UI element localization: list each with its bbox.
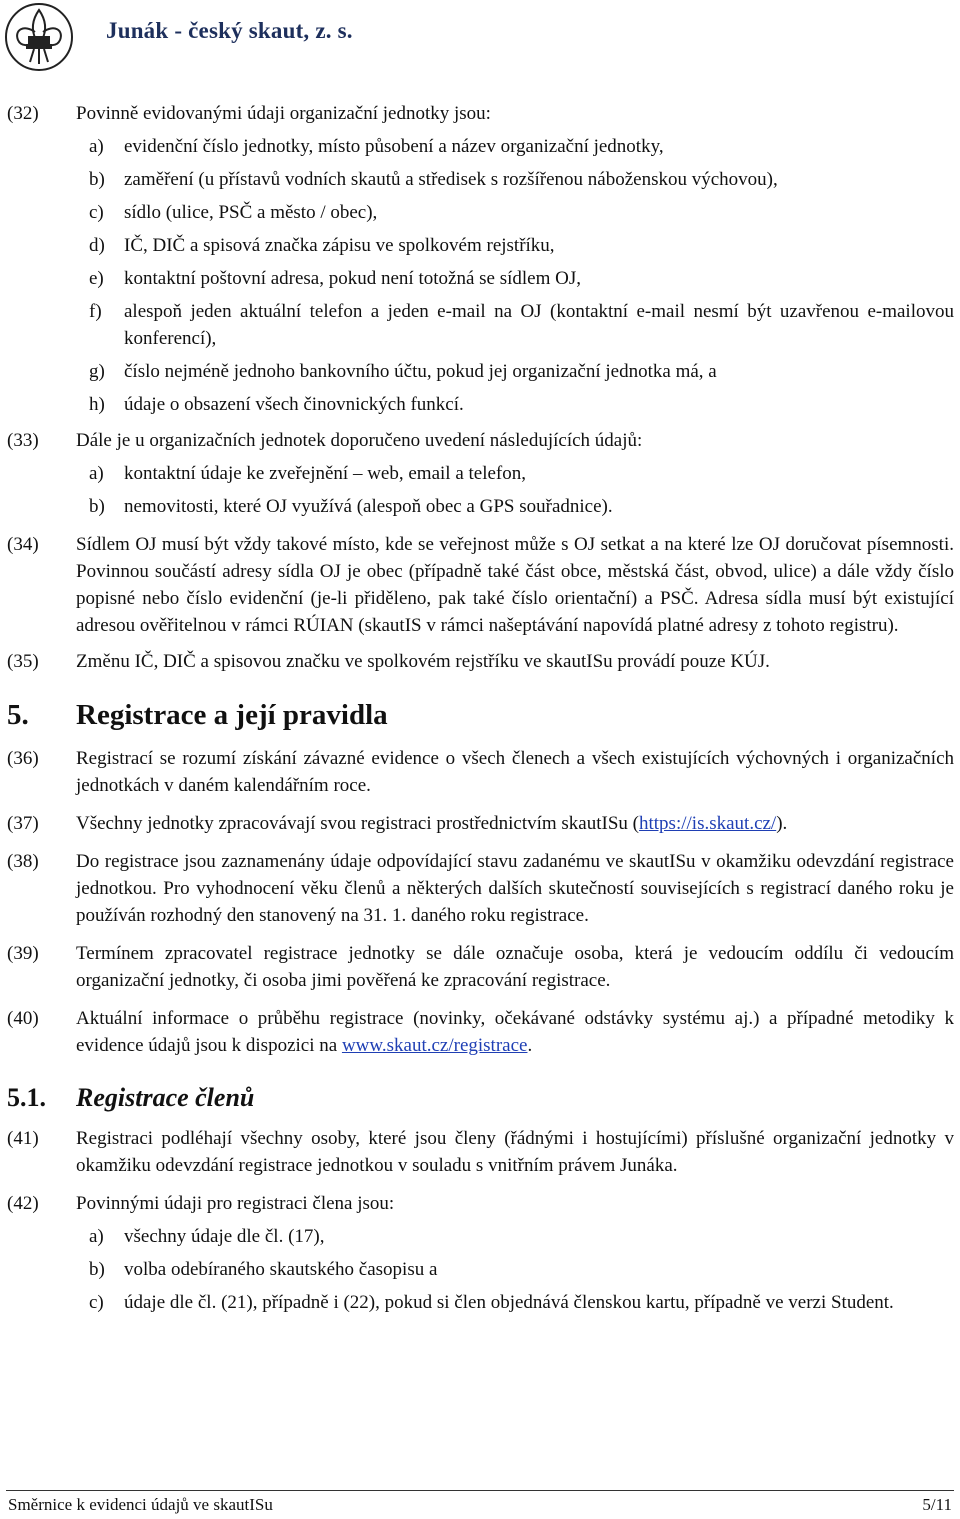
paragraph-text-part: Aktuální informace o průběhu registrace (novinky, očekávané odstávky systému aj.) a případné metodiky k evidence údajů jsou k dispozici na [76, 1008, 954, 1056]
paragraph-number: (37) [7, 813, 39, 834]
list-item [0, 1256, 960, 1283]
list-letter: a) [89, 463, 104, 484]
paragraph-number: (34) [7, 534, 39, 555]
page-number: 5/11 [922, 1495, 952, 1514]
section-heading [0, 697, 960, 733]
paragraph-text: Do registrace jsou zaznamenány údaje odpovídající stavu zadanému ve skautISu v okamžiku odevzdání registrace jednotkou. Pro vyhodnocení věku členů a některých dalších skutečností souvisejících s registrací daného roku je používán rozhodný den stanovený na 31. 1. daného roku registrace. [76, 851, 954, 926]
footer-document-title: Směrnice k evidenci údajů ve skautISu [8, 1495, 273, 1514]
section-number: 5.1. [7, 1083, 46, 1112]
paragraph-text-part: Všechny jednotky zpracovávají svou registraci prostřednictvím skautISu ( [76, 813, 639, 834]
footer-divider [6, 1490, 954, 1491]
paragraph-text: Registrací se rozumí získání závazné evidence o všech členech a všech existujících výchovných i organizačních jednotkách v daném kalendářním roce. [76, 748, 954, 796]
paragraph-number: (42) [7, 1193, 39, 1214]
paragraph-text: Povinně evidovanými údaji organizační jednotky jsou: [76, 103, 491, 124]
list-item [0, 460, 960, 487]
list-item-text: sídlo (ulice, PSČ a město / obec), [124, 202, 378, 223]
paragraph-text [76, 810, 954, 837]
list-item-text: údaje o obsazení všech činovnických funkcí. [124, 394, 464, 415]
organization-name: Junák - český skaut, z. s. [106, 18, 353, 43]
paragraph-number: (38) [7, 851, 39, 872]
paragraph-number: (40) [7, 1008, 39, 1029]
paragraph-text: Změnu IČ, DIČ a spisovou značku ve spolkovém rejstříku ve skautISu provádí pouze KÚJ. [76, 651, 770, 672]
list-item [0, 1223, 960, 1250]
list-item-text: kontaktní poštovní adresa, pokud není totožná se sídlem OJ, [124, 268, 581, 289]
list-letter: b) [89, 1259, 105, 1280]
list-item-text: zaměření (u přístavů vodních skautů a středisek s rozšířenou náboženskou výchovou), [124, 169, 778, 190]
list-item-text: evidenční číslo jednotky, místo působení a název organizační jednotky, [124, 136, 664, 157]
section-number: 5. [7, 699, 29, 731]
paragraph-number: (32) [7, 103, 39, 124]
list-item [0, 298, 960, 352]
paragraph-number: (35) [7, 651, 39, 672]
list-letter: d) [89, 235, 105, 256]
paragraph-41 [0, 1125, 960, 1179]
skautis-link[interactable]: https://is.skaut.cz/ [639, 813, 777, 834]
list-item [0, 391, 960, 418]
list-item-text: alespoň jeden aktuální telefon a jeden e-mail na OJ (kontaktní e-mail nesmí být uzavřenou e-mailovou konferencí), [124, 301, 954, 349]
list-item [0, 1289, 960, 1316]
paragraph-text [76, 1005, 954, 1059]
document-body [0, 100, 960, 1316]
list-item-text: číslo nejméně jednoho bankovního účtu, pokud jej organizační jednotka má, a [124, 361, 717, 382]
paragraph-34 [0, 531, 960, 639]
paragraph-number: (36) [7, 748, 39, 769]
list-letter: b) [89, 496, 105, 517]
list-letter: g) [89, 361, 105, 382]
list-item [0, 133, 960, 160]
paragraph-text: Sídlem OJ musí být vždy takové místo, kde se veřejnost může s OJ setkat a na které lze OJ doručovat písemnosti. Povinnou součástí adresy sídla OJ je obec (případně také část obce, městská část, obvod, ulice) a dále vždy číslo popisné nebo číslo evidenční (je-li přiděleno, pak také číslo orientační) a PSČ. Adresa sídla musí být existující adresou ověřitelnou v rámci RÚIAN (skautIS v rámci našeptávání napovídá platné adresy z tohoto registru). [76, 534, 954, 636]
list-letter: a) [89, 1226, 104, 1247]
subsection-heading [0, 1081, 960, 1115]
registration-link[interactable]: www.skaut.cz/registrace [341, 1035, 528, 1056]
paragraph-text: Termínem zpracovatel registrace jednotky se dále označuje osoba, která je vedoucím oddílu či vedoucím organizační jednotky, či osoba jimi pověřená ke zpracování registrace. [76, 943, 954, 991]
list-letter: h) [89, 394, 105, 415]
section-title: Registrace členů [76, 1083, 255, 1112]
list [0, 1223, 960, 1316]
paragraph-text: Registraci podléhají všechny osoby, které jsou členy (řádnými i hostujícími) příslušné organizační jednotky v okamžiku odevzdání registrace jednotkou v souladu s vnitřním právem Junáka. [76, 1128, 954, 1176]
list-letter: c) [89, 1292, 104, 1313]
list-letter: e) [89, 268, 104, 289]
paragraph-33 [0, 427, 960, 454]
paragraph-text: Dále je u organizačních jednotek doporučeno uvedení následujících údajů: [76, 430, 643, 451]
page-header [0, 0, 960, 80]
list-item [0, 358, 960, 385]
list-item-text: volba odebíraného skautského časopisu a [124, 1259, 438, 1280]
list-item-text: kontaktní údaje ke zveřejnění – web, email a telefon, [124, 463, 527, 484]
paragraph-39 [0, 940, 960, 994]
paragraph-36 [0, 745, 960, 799]
list-item [0, 232, 960, 259]
list-letter: f) [89, 301, 102, 322]
list-item [0, 493, 960, 520]
list-letter: a) [89, 136, 104, 157]
paragraph-35 [0, 648, 960, 675]
paragraph-number: (39) [7, 943, 39, 964]
list-item-text: nemovitosti, které OJ využívá (alespoň obec a GPS souřadnice). [124, 496, 613, 517]
paragraph-number: (41) [7, 1128, 39, 1149]
list-letter: b) [89, 169, 105, 190]
list [0, 460, 960, 520]
list-item-text: všechny údaje dle čl. (17), [124, 1226, 325, 1247]
paragraph-42 [0, 1190, 960, 1217]
paragraph-text-part: ). [776, 813, 788, 834]
list-item [0, 199, 960, 226]
list-item-text: údaje dle čl. (21), případně i (22), pokud si člen objednává členskou kartu, případně ve verzi Student. [124, 1292, 894, 1313]
list [0, 133, 960, 418]
list-item [0, 166, 960, 193]
paragraph-number: (33) [7, 430, 39, 451]
list-item-text: IČ, DIČ a spisová značka zápisu ve spolkovém rejstříku, [124, 235, 555, 256]
paragraph-40 [0, 1005, 960, 1059]
list-item [0, 265, 960, 292]
paragraph-text: Povinnými údaji pro registraci člena jsou: [76, 1193, 395, 1214]
paragraph-38 [0, 848, 960, 929]
list-letter: c) [89, 202, 104, 223]
scout-lily-icon [4, 2, 74, 72]
paragraph-37 [0, 810, 960, 837]
paragraph-text-part: . [527, 1035, 533, 1056]
paragraph-32 [0, 100, 960, 127]
section-title: Registrace a její pravidla [76, 699, 388, 731]
